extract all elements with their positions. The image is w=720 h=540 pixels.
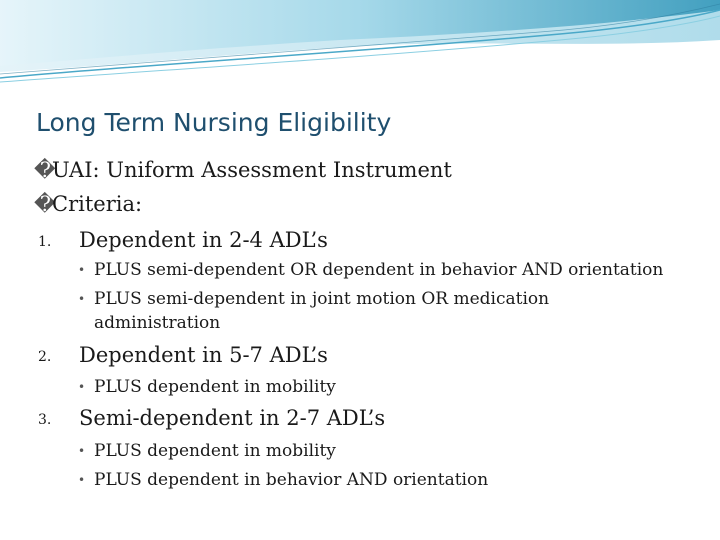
criterion-subitem: PLUS semi-dependent in joint motion OR medication [94, 289, 550, 309]
bullet-uai [34, 158, 452, 182]
bullet-marker-icon: � [34, 158, 56, 182]
criterion-heading: Dependent in 5-7 ADL’s [79, 343, 328, 367]
bullet-text: Criteria: [52, 192, 143, 216]
criterion-number: 2. [38, 349, 52, 365]
sub-bullet-icon: • [78, 292, 86, 306]
header-wave-decoration [0, 0, 720, 120]
bullet-criteria [34, 192, 142, 216]
criterion-subitem: PLUS dependent in behavior AND orientation [94, 470, 489, 490]
criterion-subitem: PLUS dependent in mobility [94, 377, 336, 397]
criterion-number: 3. [38, 412, 52, 428]
sub-bullet-icon: • [78, 444, 86, 458]
criterion-number: 1. [38, 234, 52, 250]
slide-title: Long Term Nursing Eligibility [36, 108, 392, 137]
sub-bullet-icon: • [78, 380, 86, 394]
bullet-text: UAI: Uniform Assessment Instrument [52, 158, 452, 182]
criterion-subitem: PLUS dependent in mobility [94, 441, 336, 461]
criterion-heading: Semi-dependent in 2-7 ADL’s [79, 406, 386, 430]
criterion-subitem-continuation: administration [94, 313, 221, 333]
criterion-subitem: PLUS semi-dependent OR dependent in behavior AND orientation [94, 260, 664, 280]
criterion-heading: Dependent in 2-4 ADL’s [79, 228, 328, 252]
bullet-marker-icon: � [34, 192, 56, 216]
sub-bullet-icon: • [78, 263, 86, 277]
sub-bullet-icon: • [78, 473, 86, 487]
